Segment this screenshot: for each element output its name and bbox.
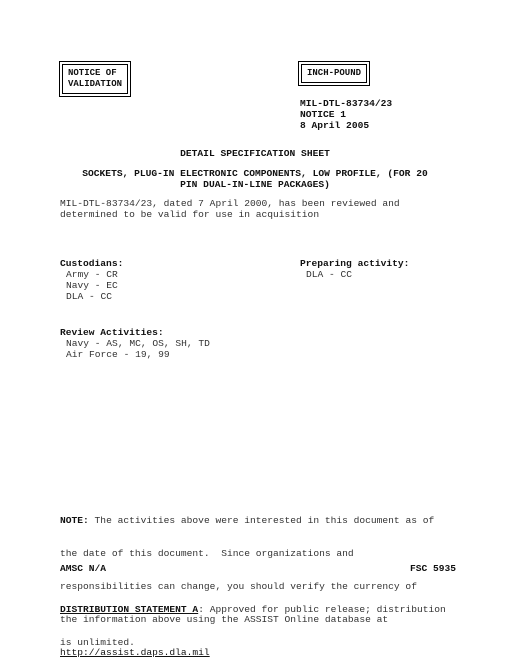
validation-statement — [60, 198, 400, 220]
custodians-label: Custodians: — [60, 258, 124, 269]
custodians-list — [60, 269, 123, 302]
notice-number: NOTICE 1 — [300, 109, 347, 120]
inch-pound-label: INCH-POUND — [307, 68, 362, 78]
note-line-4: the information above using the ASSIST Online database at — [60, 614, 389, 625]
note-line-2: the date of this document. Since organizations and — [60, 548, 354, 559]
distribution-label: DISTRIBUTION STATEMENT A — [60, 604, 199, 615]
notice-box-line2: VALIDATION — [68, 79, 123, 89]
review-activities-section — [60, 327, 210, 360]
subject-line-2: PIN DUAL-IN-LINE PACKAGES) — [180, 179, 330, 190]
review-activities-list — [60, 338, 210, 360]
distribution-statement — [60, 582, 446, 659]
document-id: MIL-DTL-83734/23 — [300, 98, 393, 109]
custodian-item: Army - CR — [66, 269, 118, 280]
custodian-item: DLA - CC — [66, 291, 113, 302]
note-line-3: responsibilities can change, you should verify the currency of — [60, 581, 417, 592]
note-line-1: The activities above were interested in this document as of — [88, 515, 435, 526]
notice-date: 8 April 2005 — [300, 120, 370, 131]
custodian-item: Navy - EC — [66, 280, 118, 291]
preparing-activity-item: DLA - CC — [306, 269, 353, 280]
preparing-activity-section — [300, 258, 409, 280]
review-activities-label: Review Activities: — [60, 327, 164, 338]
review-activity-item: Navy - AS, MC, OS, SH, TD — [66, 338, 210, 349]
validation-line-1: MIL-DTL-83734/23, dated 7 April 2000, has been reviewed and — [60, 198, 400, 209]
inch-pound-box — [301, 64, 367, 83]
sheet-type-title: DETAIL SPECIFICATION SHEET — [180, 148, 330, 159]
note-label: NOTE: — [60, 515, 89, 526]
review-activity-item: Air Force - 19, 99 — [66, 349, 170, 360]
notice-box-line1: NOTICE OF — [68, 68, 117, 78]
distribution-line-2: is unlimited. — [60, 637, 135, 648]
preparing-activity-label: Preparing activity: — [300, 258, 410, 269]
custodians-section — [60, 258, 123, 302]
fsc-label: FSC 5935 — [410, 563, 457, 574]
notice-of-validation-box — [62, 64, 128, 94]
subject-line-1: SOCKETS, PLUG-IN ELECTRONIC COMPONENTS, LOW PROFILE, (FOR 20 — [82, 168, 428, 179]
amsc-label: AMSC N/A — [60, 563, 107, 574]
assist-link[interactable]: http://assist.daps.dla.mil — [60, 647, 210, 658]
document-identifier-block — [300, 98, 392, 131]
distribution-text: : Approved for public release; distribution — [198, 604, 446, 615]
validation-line-2: determined to be valid for use in acquisition — [60, 209, 320, 220]
subject-title — [40, 168, 470, 190]
preparing-activity-list — [300, 269, 409, 280]
